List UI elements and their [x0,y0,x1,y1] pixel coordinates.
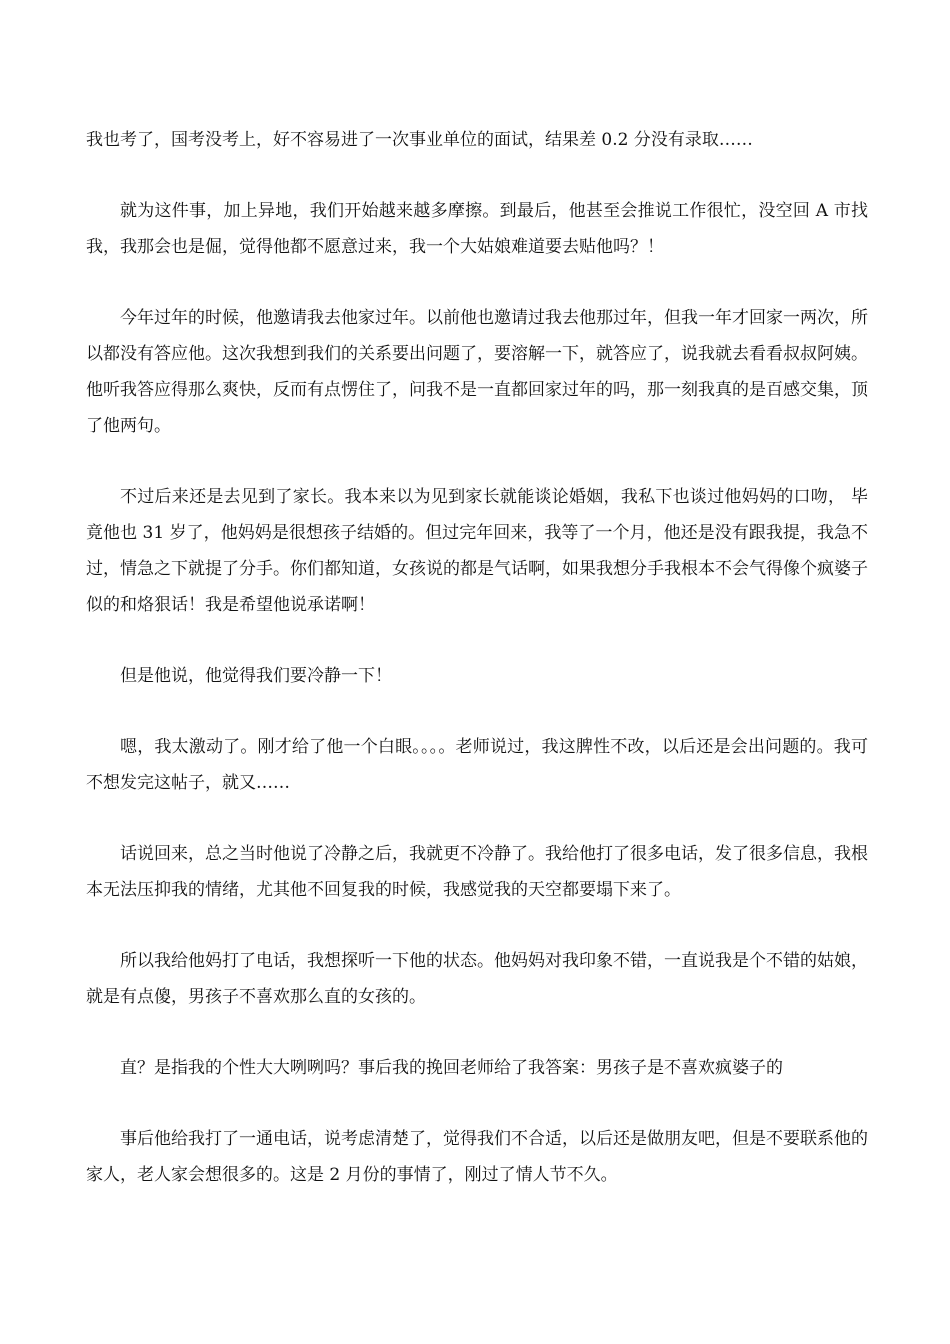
document-body [86,122,868,1228]
paragraph-9: 直？是指我的个性大大咧咧吗？事后我的挽回老师给了我答案：男孩子是不喜欢疯婆子的 [120,1058,783,1078]
paragraph-1: 我也考了，国考没考上，好不容易进了一次事业单位的面试，结果差 0.2 分没有录取…… [86,130,753,150]
paragraph-4: 不过后来还是去见到了家长。我本来以为见到家长就能谈论婚姻，我私下也谈过他妈妈的口吻， 毕竟他也 31 岁了，他妈妈是很想孩子结婚的。但过完年回来，我等了一个月，他还是没有跟我提，我急不过，情急之下就提了分手。你们都知道，女孩说的都是气话啊，如果我想分手我根本不会气得像个疯婆子似的和烙狠话！我是希望他说承诺啊！ [86,487,868,615]
paragraph-3: 今年过年的时候，他邀请我去他家过年。以前他也邀请过我去他那过年，但我一年才回家一两次，所以都没有答应他。这次我想到我们的关系要出问题了，要溶解一下，就答应了，说我就去看看叔叔阿姨。他听我答应得那么爽快，反而有点愣住了，问我不是一直都回家过年的吗，那一刻我真的是百感交集，顶了他两句。 [86,308,868,436]
paragraph-7: 话说回来，总之当时他说了冷静之后，我就更不冷静了。我给他打了很多电话，发了很多信息，我根本无法压抑我的情绪，尤其他不回复我的时候，我感觉我的天空都要塌下来了。 [86,844,868,900]
paragraph-10: 事后他给我打了一通电话，说考虑清楚了，觉得我们不合适，以后还是做朋友吧，但是不要联系他的家人，老人家会想很多的。这是 2 月份的事情了，刚过了情人节不久。 [86,1129,868,1185]
paragraph-6: 嗯，我太激动了。刚才给了他一个白眼。。。。老师说过，我这脾性不改，以后还是会出问题的。我可不想发完这帖子，就又…… [86,737,868,793]
paragraph-8: 所以我给他妈打了电话，我想探听一下他的状态。他妈妈对我印象不错，一直说我是个不错的姑娘，就是有点傻，男孩子不喜欢那么直的女孩的。 [86,951,868,1007]
paragraph-2: 就为这件事，加上异地，我们开始越来越多摩擦。到最后，他甚至会推说工作很忙，没空回 A 市找我，我那会也是倔，觉得他都不愿意过来，我一个大姑娘难道要去贴他吗？！ [86,201,868,257]
paragraph-5: 但是他说，他觉得我们要冷静一下！ [120,666,392,686]
